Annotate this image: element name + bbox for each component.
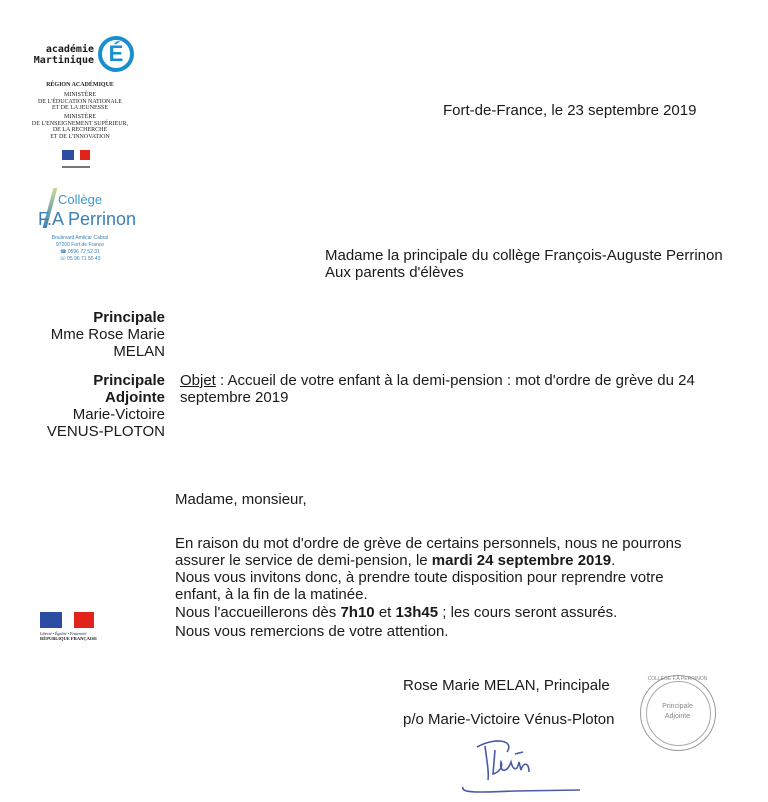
adjointe-title1: Principale — [93, 372, 165, 389]
academie-line2: Martinique — [33, 55, 94, 66]
body-line: En raison du mot d'ordre de grève de certains personnels, nous ne pourrons — [175, 535, 682, 552]
principale-title: Principale — [93, 309, 165, 326]
body-line — [175, 552, 682, 569]
address-line: ☎ 0596 72 52 31 — [60, 249, 100, 255]
ministry-line: DE L'ENSEIGNEMENT SUPÉRIEUR, — [31, 120, 129, 127]
stamp-center1: Principale — [662, 703, 693, 710]
body-line: enfant, à la fin de la matinée. — [175, 586, 368, 603]
text: assurer le service de demi-pension, le — [175, 552, 432, 569]
ministry-line: MINISTÈRE — [64, 114, 96, 120]
address-line: ☏ 05 96 71 55 43 — [59, 256, 101, 262]
academie-e-icon: É — [98, 36, 134, 72]
ministry-line: DE L'ÉDUCATION NATIONALE — [37, 98, 123, 105]
text: ; les cours seront assurés. — [438, 604, 618, 621]
academie-line1: académie — [45, 44, 94, 55]
republique-motto: Liberté • Égalité • Fraternité — [40, 631, 87, 636]
sender-line2: Aux parents d'élèves — [325, 264, 464, 281]
adjointe-title2: Adjointe — [105, 389, 165, 406]
stamp-center2: Adjointe — [664, 713, 691, 720]
ministry-line: DE LA RECHERCHE — [52, 127, 108, 133]
letter-body — [175, 535, 682, 640]
ministry-higher-ed — [20, 114, 140, 140]
object-line1 — [180, 373, 695, 389]
text: Nous l'accueillerons dès — [175, 604, 341, 621]
adjointe-name1: Marie-Victoire — [72, 406, 165, 423]
time-morning: 7h10 — [340, 604, 375, 621]
body-line — [175, 604, 682, 621]
text: . — [611, 552, 616, 569]
signatory-line1: Rose Marie MELAN, Principale — [403, 677, 610, 694]
republique-name: RÉPUBLIQUE FRANÇAISE — [40, 636, 98, 641]
address-line: Boulevard Amilcar Cabral — [51, 235, 109, 241]
greeting: Madame, monsieur, — [175, 491, 307, 508]
academie-logo-text — [30, 44, 94, 66]
object-line2: septembre 2019 — [180, 389, 289, 406]
letter-date: Fort-de-France, le 23 septembre 2019 — [443, 102, 697, 119]
address-line: 97200 Fort de France — [55, 242, 105, 248]
ministry-education — [20, 92, 140, 112]
college-address — [50, 235, 110, 263]
object-label: Objet — [180, 372, 216, 389]
time-afternoon: 13h45 — [395, 604, 439, 621]
body-line: Nous vous invitons donc, à prendre toute disposition pour reprendre votre — [175, 569, 664, 586]
handwritten-signature — [455, 732, 605, 798]
sender-line1: Madame la principale du collège François-Auguste Perrinon — [325, 247, 723, 264]
college-logo-line2: F.A Perrinon — [38, 209, 137, 229]
signatory-line2: p/o Marie-Victoire Vénus-Ploton — [403, 711, 615, 728]
ministry-line: MINISTÈRE — [64, 92, 96, 98]
strike-date: mardi 24 septembre 2019 — [431, 552, 612, 569]
region-label: RÉGION ACADÉMIQUE — [46, 82, 114, 88]
adjointe-name2: VENUS-PLOTON — [46, 423, 165, 440]
object-text: : Accueil de votre enfant à la demi-pension : mot d'ordre de grève du 24 — [215, 372, 695, 389]
official-stamp — [640, 675, 716, 751]
marianne-small-logo — [62, 147, 90, 168]
college-logo-line1: Collège — [58, 192, 103, 207]
ministry-line: ET DE LA JEUNESSE — [51, 105, 109, 111]
body-line: Nous vous remercions de votre attention. — [175, 623, 449, 640]
stamp-ring-text: COLLÈGE F.A PERRINON — [647, 676, 708, 682]
principale-name1: Mme Rose Marie — [50, 326, 165, 343]
principale-name2: MELAN — [113, 343, 165, 360]
academie-logo — [33, 30, 132, 80]
ministry-line: ET DE L'INNOVATION — [50, 133, 110, 140]
republique-francaise-logo — [40, 612, 97, 642]
text: et — [374, 604, 396, 621]
